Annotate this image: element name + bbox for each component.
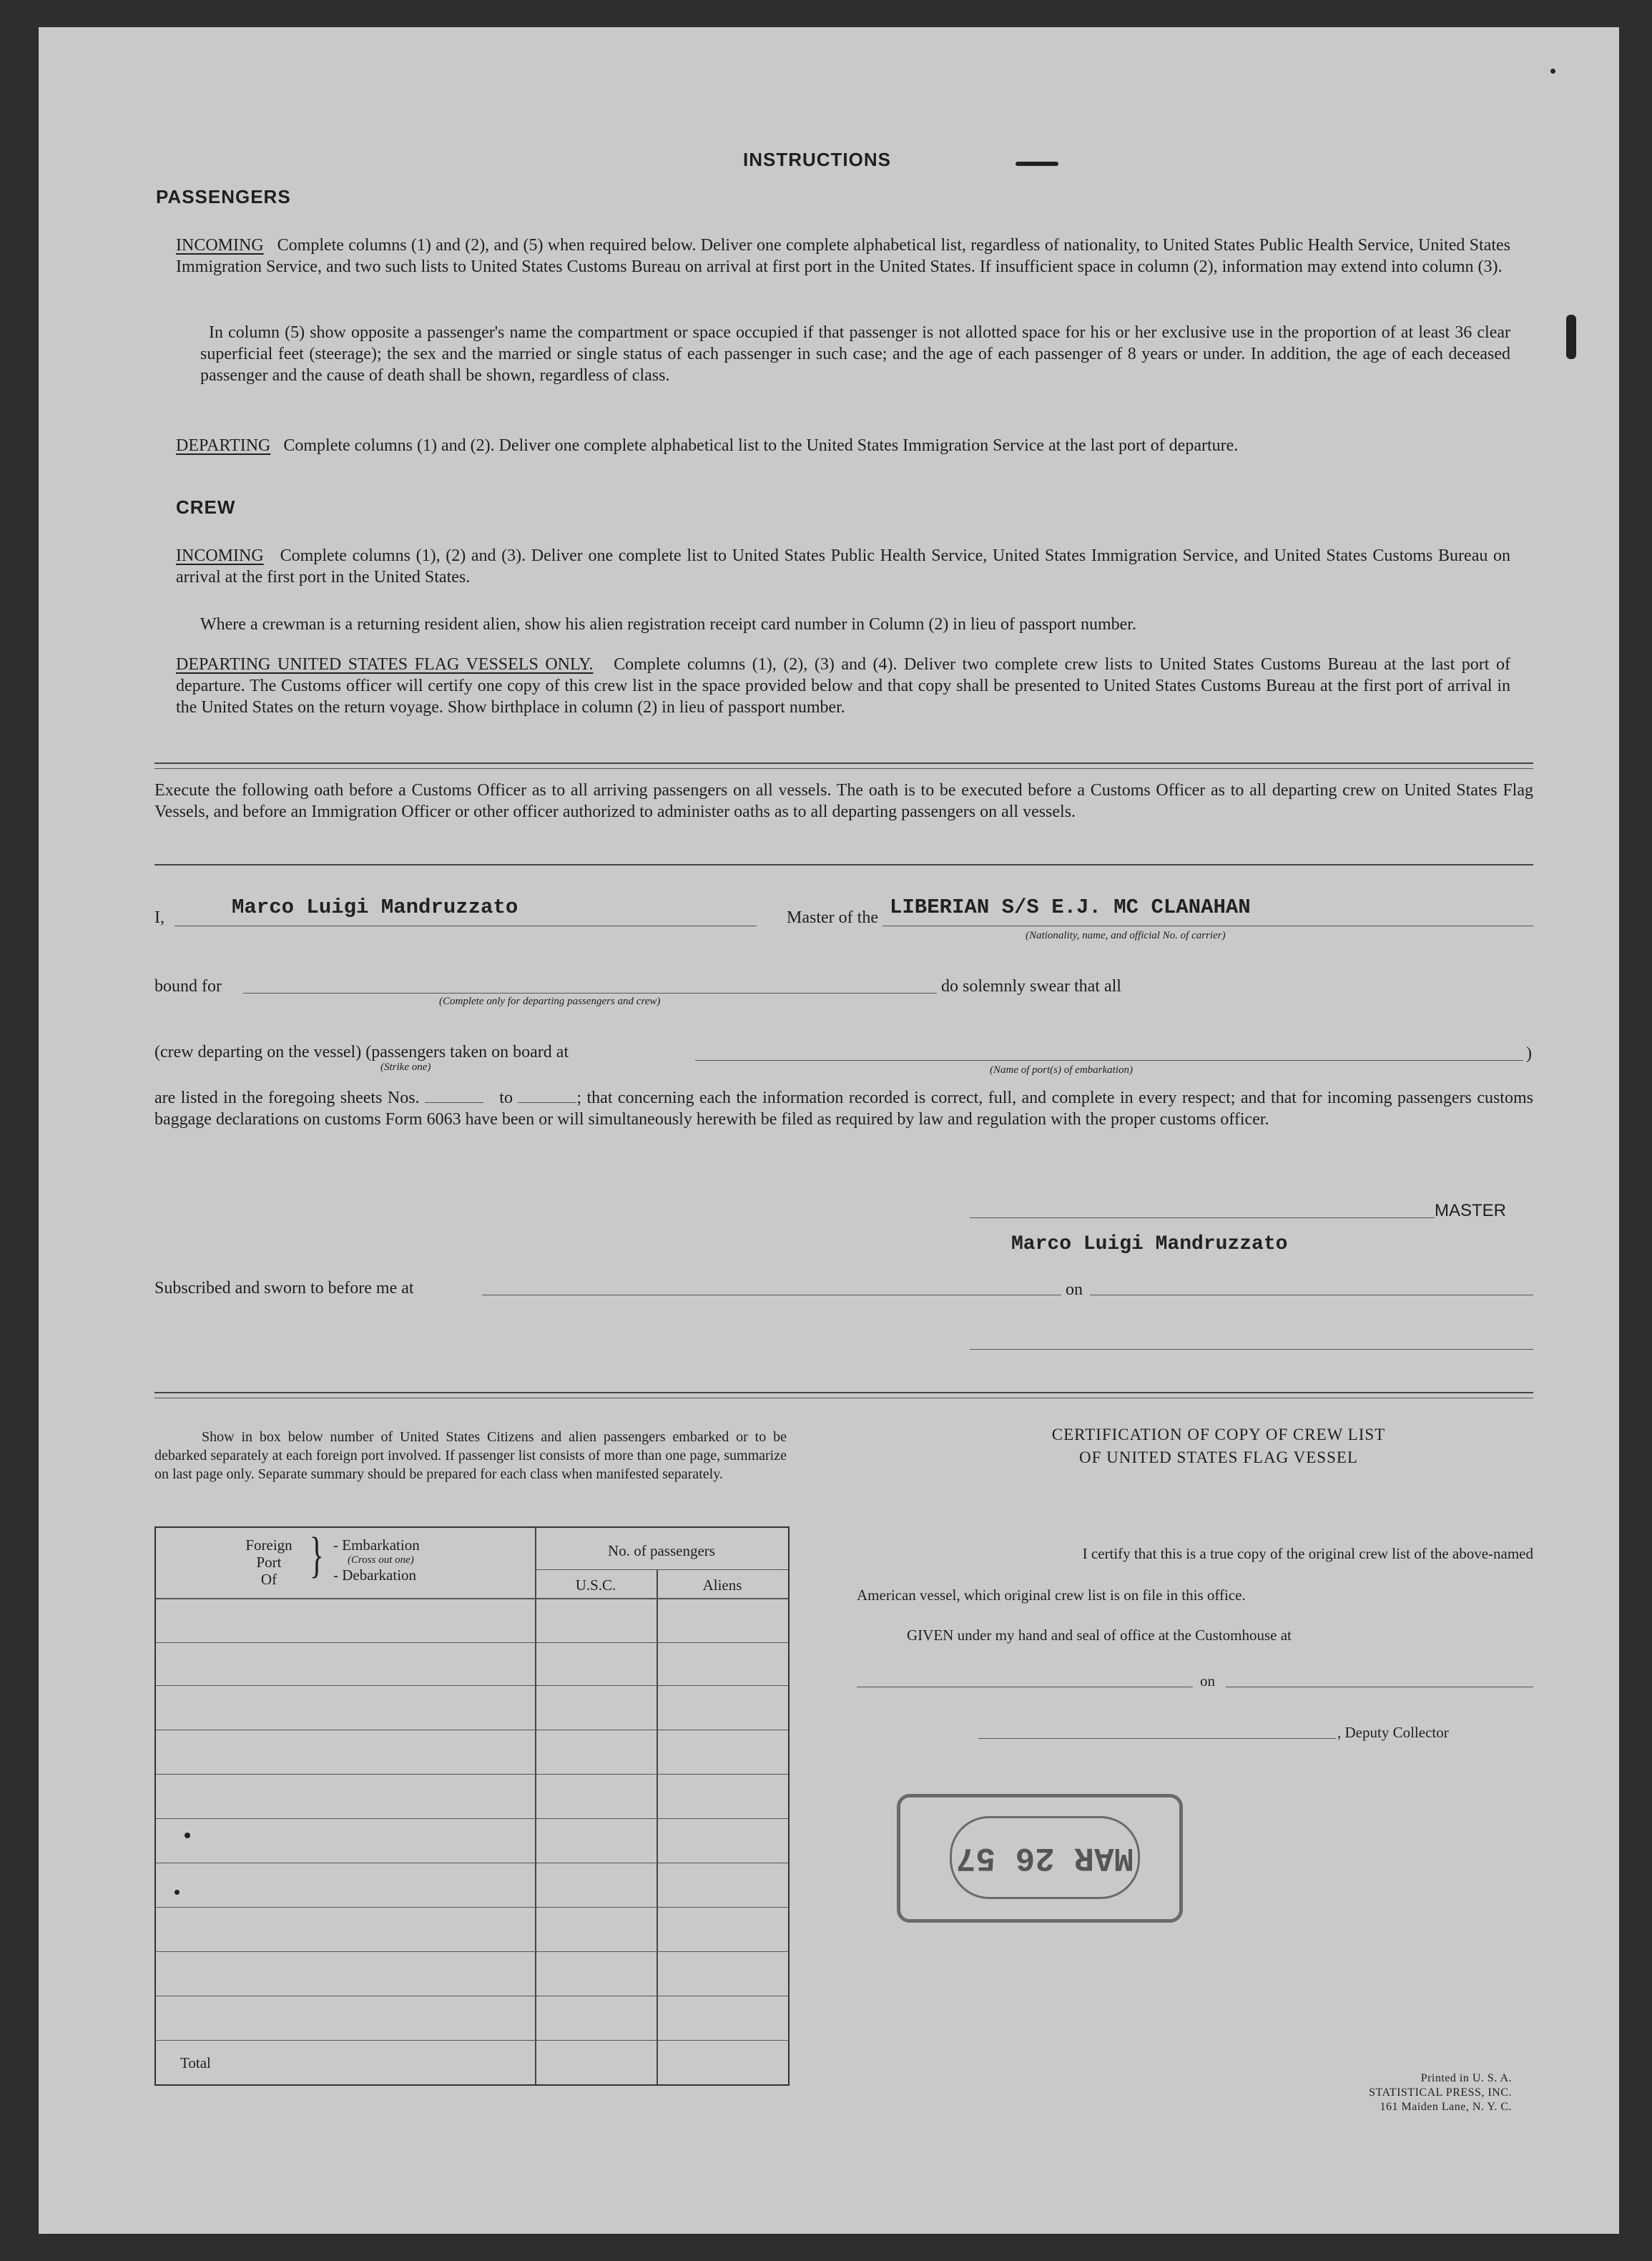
scan-mark (1550, 69, 1555, 74)
oath-intro: Execute the following oath before a Customs Officer as to all arriving passengers on all vessels. The oath is to be executed before a Customs Officer as to all departing crew on United States Flag Vessels, and before an Immigration Officer or other officer authorized to administer oaths as to all departing passengers on all vessels. (154, 781, 1533, 821)
crew-departing-text: Complete columns (1), (2), (3) and (4). Deliver two complete crew lists to United States Customs Bureau at the last port of departure. The Customs officer will certify one copy of this crew list in the space provided below and that copy shall be presented to United States Customs Bureau at the first port of arrival in the United States on the return voyage. Show birthplace in column (2) in lieu of passport number. (176, 655, 1510, 717)
bound-for-label: bound for (154, 977, 222, 996)
summary-instructions: Show in box below number of United States Citizens and alien passengers embarked or to be debarked separately at each foreign port involved. If passenger list consists of more than one page, summarize on last page only. Separate summary should be prepared for each class when manifested separately. (154, 1429, 787, 1482)
passengers-heading: PASSENGERS (156, 186, 291, 207)
strike-caption: (Strike one) (380, 1061, 431, 1073)
master-signature-line[interactable] (970, 1217, 1435, 1218)
crew-heading: CREW (176, 496, 236, 518)
passengers-departing (176, 435, 1510, 456)
divider-line (154, 864, 1533, 865)
master-name-field[interactable]: Marco Luigi Mandruzzato (232, 896, 518, 919)
passengers-departing-label: DEPARTING (176, 436, 271, 455)
sheet-to-field[interactable] (518, 1091, 576, 1103)
no-passengers-header: No. of passengers (608, 1542, 715, 1559)
passengers-column5: In column (5) show opposite a passenger's name the compartment or space occupied if that passenger is not allotted space for his or her exclusive use in the proportion of at least 36 clear superficial feet (steerage); the sex and the married or single status of each passenger in such case; and the age of each passenger of 8 years or under. In addition, the age of each deceased passenger and the cause of death shall be shown, regardless of class. (200, 323, 1510, 385)
vessel-field[interactable]: LIBERIAN S/S E.J. MC CLANAHAN (890, 896, 1251, 919)
crew-returning-alien: Where a crewman is a returning resident alien, show his alien registration receipt card number in Column (2) in lieu of passport number. (200, 615, 1136, 634)
scan-mark (174, 1890, 180, 1895)
scan-mark (1016, 162, 1058, 166)
crew-departing-text: (crew departing on the vessel) (passengers taken on board at (154, 1043, 569, 1061)
listed-to: to (499, 1089, 513, 1107)
certification-on-label: on (1200, 1672, 1215, 1689)
certification-given: GIVEN under my hand and seal of office at the Customhouse at (907, 1627, 1292, 1644)
crew-incoming-label: INCOMING (176, 546, 264, 565)
crew-departing-us-flag (176, 654, 1510, 718)
certification-text-2: American vessel, which original crew list is on file in this office. (857, 1586, 1246, 1604)
aliens-header: Aliens (702, 1576, 742, 1594)
divider-line (154, 768, 1533, 769)
deputy-signature-field[interactable] (978, 1738, 1336, 1739)
listed-statement (154, 1087, 1533, 1130)
table-row (156, 1642, 788, 1643)
table-row (156, 2040, 788, 2041)
table-row (156, 1685, 788, 1686)
table-row (156, 1951, 788, 1952)
brace-glyph: } (309, 1528, 324, 1583)
deputy-collector-label: , Deputy Collector (1337, 1724, 1449, 1741)
certification-text-1: I certify that this is a true copy of the original crew list of the above-named (1082, 1545, 1533, 1562)
printer-imprint: Printed in U. S. A. STATISTICAL PRESS, INC. 161 Maiden Lane, N. Y. C. (1369, 2072, 1512, 2113)
sheet-from-field[interactable] (425, 1091, 483, 1103)
crew-departing-label: DEPARTING UNITED STATES FLAG VESSELS ONLY. (176, 655, 594, 674)
instructions-title: INSTRUCTIONS (743, 149, 891, 170)
sworn-on-label: on (1066, 1280, 1083, 1299)
usc-header: U.S.C. (575, 1576, 616, 1594)
swear-text: do solemnly swear that all (941, 977, 1121, 996)
scan-mark (1566, 315, 1576, 359)
bound-for-caption: (Complete only for departing passengers and crew) (439, 996, 661, 1007)
table-row (156, 1774, 788, 1775)
close-paren: ) (1526, 1044, 1532, 1063)
form-page (39, 27, 1619, 2234)
passengers-incoming-text: Complete columns (1) and (2), and (5) when required below. Deliver one complete alphabetical list, regardless of nationality, to United States Public Health Service, United States Immigration Service, and two such lists to United States Customs Bureau on arrival at first port in the United States. If insufficient space in column (2), information may extend into column (3). (176, 236, 1511, 276)
port-of-embarkation-field[interactable] (695, 1060, 1523, 1061)
master-of-label: Master of the (787, 908, 878, 927)
divider-line (154, 1392, 1533, 1393)
listed-text-1: are listed in the foregoing sheets Nos. (154, 1089, 420, 1107)
port-caption: (Name of port(s) of embarkation) (990, 1064, 1133, 1076)
total-label: Total (180, 2054, 211, 2071)
officer-signature-line[interactable] (970, 1349, 1533, 1350)
passengers-incoming-label: INCOMING (176, 236, 264, 255)
oath-i-label: I, (154, 908, 164, 927)
master-signature: Marco Luigi Mandruzzato (1011, 1233, 1288, 1255)
scan-mark (185, 1833, 190, 1838)
table-row (156, 1818, 788, 1819)
stamp-date: MAR 26 57 (950, 1816, 1140, 1899)
subscribed-label: Subscribed and sworn to before me at (154, 1279, 414, 1298)
divider-line (154, 762, 1533, 764)
foreign-port-header: Foreign Port Of (245, 1536, 292, 1588)
master-label: MASTER (1435, 1201, 1507, 1220)
passengers-incoming (176, 235, 1510, 278)
passengers-departing-text: Complete columns (1) and (2). Deliver one complete alphabetical list to the United States Immigration Service at the last port of departure. (283, 436, 1239, 455)
crew-incoming-text: Complete columns (1), (2) and (3). Deliver one complete list to United States Public Health Service, United States Immigration Service, and United States Customs Bureau on arrival at the first port in the United States. (176, 546, 1510, 587)
listed-text-2: ; that concerning each the information recorded is correct, full, and complete in every respect; and that for incoming passengers customs baggage declarations on customs Form 6063 have been or will simultaneously herewith be filed as required by law and regulation with the proper customs officer. (154, 1089, 1533, 1129)
bound-for-field[interactable] (243, 993, 937, 994)
embark-debark-header: - Embarkation (Cross out one) - Debarkation (333, 1536, 420, 1584)
certification-title: CERTIFICATION OF COPY OF CREW LIST OF UNITED STATES FLAG VESSEL (1051, 1426, 1386, 1466)
table-row (156, 1907, 788, 1908)
crew-incoming (176, 545, 1510, 588)
vessel-caption: (Nationality, name, and official No. of carrier) (1026, 930, 1226, 941)
customs-date-stamp (897, 1794, 1183, 1923)
passenger-summary-table (154, 1526, 790, 2086)
